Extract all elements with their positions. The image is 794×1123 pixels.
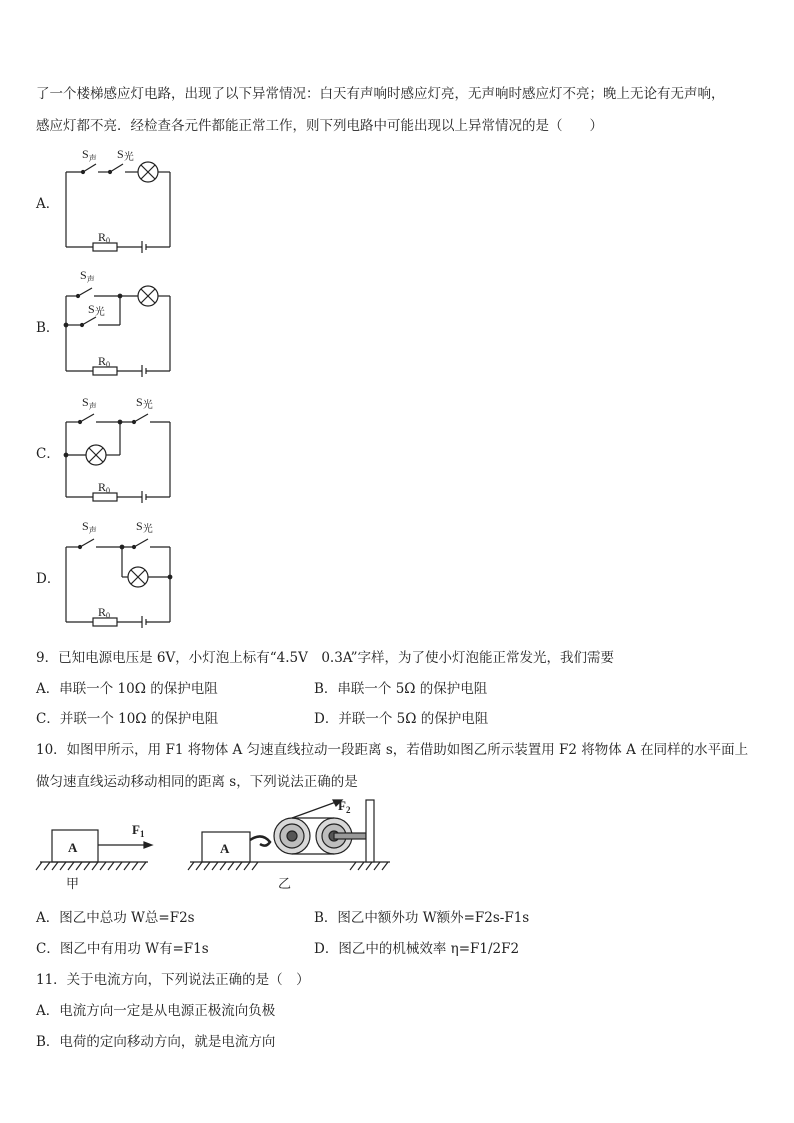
block-a-jia-label: A bbox=[68, 840, 78, 855]
circuit-a bbox=[66, 162, 170, 253]
q11-option-a[interactable]: A．电流方向一定是从电源正极流向负极 bbox=[36, 1003, 276, 1019]
label-s-sound-d: $S_声$ bbox=[82, 519, 97, 535]
label-s-sound-b: $S_声$ bbox=[80, 268, 95, 284]
q11-stem: 11．关于电流方向，下列说法正确的是（ ） bbox=[36, 972, 310, 988]
q8-option-c-label: C． bbox=[36, 446, 60, 462]
circuit-b bbox=[64, 286, 170, 377]
label-r0-c: R0 bbox=[98, 480, 111, 495]
resistor-c bbox=[93, 493, 117, 501]
label-s-sound-a: $S_声$ bbox=[82, 147, 97, 163]
q10-text-line2: 做匀速直线运动移动相同的距离 s，下列说法正确的是 bbox=[36, 774, 358, 790]
q10-option-d-text: D．图乙中的机械效率 η=F1/2F2 bbox=[314, 941, 520, 957]
q9-option-c[interactable]: C．并联一个 10Ω 的保护电阻 bbox=[36, 711, 219, 727]
q9-stem: 9．已知电源电压是 6V，小灯泡上标有“4.5V 0.3A”字样，为了使小灯泡能正常发光，我们需要 bbox=[36, 650, 614, 666]
q9-option-b[interactable]: B．串联一个 5Ω 的保护电阻 bbox=[314, 681, 488, 697]
label-s-light-c: S光 bbox=[136, 395, 153, 411]
q10-option-a-text: A．图乙中总功 W总=F2s bbox=[36, 910, 195, 926]
f1-label: $F_1$ bbox=[132, 822, 145, 839]
figure-jia-caption: 甲 bbox=[66, 876, 80, 891]
resistor-a bbox=[93, 243, 117, 251]
label-s-light-d: S光 bbox=[136, 519, 153, 535]
q8-text-line2: 感应灯都不亮．经检查各元件都能正常工作，则下列电路中可能出现以上异常情况的是（ ） bbox=[36, 118, 603, 134]
resistor-b bbox=[93, 367, 117, 375]
q8-text-line1: 了一个楼梯感应灯电路，出现了以下异常情况：白天有声响时感应灯亮，无声响时感应灯不亮；晚上无论有无声响， bbox=[36, 86, 725, 102]
q10-option-b[interactable] bbox=[314, 906, 529, 926]
q9-option-a[interactable]: A．串联一个 10Ω 的保护电阻 bbox=[36, 681, 218, 697]
q10-option-d[interactable] bbox=[314, 937, 519, 957]
q9-option-d[interactable]: D．并联一个 5Ω 的保护电阻 bbox=[314, 711, 489, 727]
label-s-light-a: S光 bbox=[117, 147, 134, 163]
q11-option-b[interactable]: B．电荷的定向移动方向，就是电流方向 bbox=[36, 1034, 276, 1050]
label-r0-a: R0 bbox=[98, 230, 111, 245]
label-r0-b: R0 bbox=[98, 354, 111, 369]
q10-option-c-text: C．图乙中有用功 W有=F1s bbox=[36, 941, 209, 957]
block-a-yi-label: A bbox=[220, 841, 230, 856]
q10-figure bbox=[0, 790, 794, 900]
q8-option-d-label: D． bbox=[36, 571, 61, 587]
q8-option-a-label: A． bbox=[36, 196, 60, 212]
circuit-c bbox=[64, 414, 170, 503]
label-s-sound-c: $S_声$ bbox=[82, 395, 97, 411]
q10-option-a[interactable] bbox=[36, 906, 195, 926]
figure-yi-caption: 乙 bbox=[278, 876, 292, 891]
label-s-light-b: S光 bbox=[88, 302, 105, 318]
f2-label: $F_2$ bbox=[338, 798, 351, 815]
figure-yi bbox=[188, 800, 390, 870]
circuit-d bbox=[66, 539, 172, 628]
q10-option-c[interactable] bbox=[36, 937, 209, 957]
q8-option-b-label: B． bbox=[36, 320, 60, 336]
label-r0-d: R0 bbox=[98, 605, 111, 620]
q10-text-line1: 10．如图甲所示，用 F1 将物体 A 匀速直线拉动一段距离 s，若借助如图乙所示装置用 F2 将物体 A 在同样的水平面上 bbox=[36, 742, 749, 758]
q10-option-b-text: B．图乙中额外功 W额外=F2s-F1s bbox=[314, 910, 530, 926]
force-f2-arrow bbox=[292, 802, 336, 818]
resistor-d bbox=[93, 618, 117, 626]
